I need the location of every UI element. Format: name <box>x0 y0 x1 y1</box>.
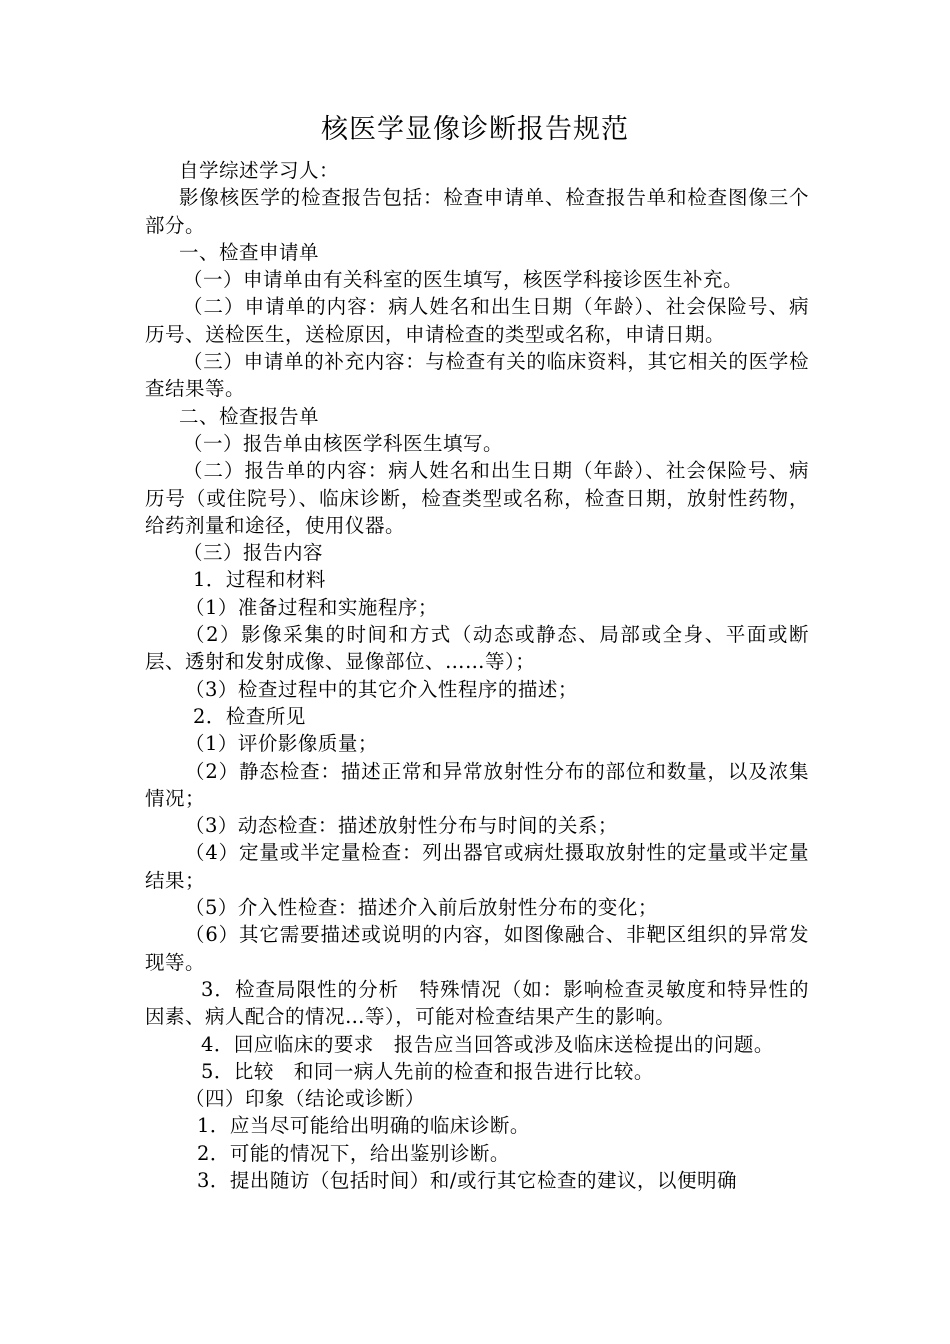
paragraph: （5）介入性检查：描述介入前后放射性分布的变化； <box>185 896 658 920</box>
paragraph: 1．过程和材料 <box>193 568 326 592</box>
paragraph: （二）申请单的内容：病人姓名和出生日期（年龄）、社会保险号、病历号、送检医生，送检原因，申请检查的类型或名称，申请日期。 <box>145 295 809 346</box>
paragraph: （四）印象（结论或诊断） <box>185 1087 426 1111</box>
paragraph: 影像核医学的检查报告包括：检查申请单、检查报告单和检查图像三个部分。 <box>145 186 809 237</box>
paragraph: （三）报告内容 <box>183 541 324 565</box>
paragraph: 3．检查局限性的分析 特殊情况（如：影响检查灵敏度和特异性的因素、病人配合的情况…等），可能对检查结果产生的影响。 <box>145 977 809 1029</box>
paragraph: （一）申请单由有关科室的医生填写，核医学科接诊医生补充。 <box>183 268 744 292</box>
paragraph: （1）评价影像质量； <box>185 732 378 756</box>
paragraph: （二）报告单的内容：病人姓名和出生日期（年龄）、社会保险号、病历号（或住院号）、临床诊断，检查类型或名称，检查日期，放射性药物，给药剂量和途径，使用仪器。 <box>145 459 809 537</box>
paragraph: 2．可能的情况下，给出鉴别诊断。 <box>197 1141 510 1165</box>
paragraph: 4．回应临床的要求 报告应当回答或涉及临床送检提出的问题。 <box>201 1032 774 1056</box>
paragraph: 1．应当尽可能给出明确的临床诊断。 <box>197 1114 530 1138</box>
paragraph: 自学综述学习人： <box>179 159 340 182</box>
paragraph: （一）报告单由核医学科医生填写。 <box>183 431 504 455</box>
paragraph: 二、检查报告单 <box>179 404 320 428</box>
paragraph: （1）准备过程和实施程序； <box>185 595 438 619</box>
paragraph: 3．提出随访（包括时间）和/或行其它检查的建议，以便明确 <box>197 1168 737 1192</box>
paragraph: （4）定量或半定量检查：列出器官或病灶摄取放射性的定量或半定量结果； <box>145 841 809 892</box>
document-body <box>145 157 809 1194</box>
paragraph: （6）其它需要描述或说明的内容，如图像融合、非靶区组织的异常发现等。 <box>145 923 809 974</box>
paragraph: （三）申请单的补充内容：与检查有关的临床资料，其它相关的医学检查结果等。 <box>145 350 809 401</box>
paragraph: 5．比较 和同一病人先前的检查和报告进行比较。 <box>201 1059 654 1083</box>
paragraph: 一、检查申请单 <box>179 240 320 264</box>
paragraph: （3）检查过程中的其它介入性程序的描述； <box>185 677 578 701</box>
document-title: 核医学显像诊断报告规范 <box>321 114 629 145</box>
paragraph: 2．检查所见 <box>193 704 306 728</box>
paragraph: （2）静态检查：描述正常和异常放射性分布的部位和数量，以及浓集情况； <box>145 759 809 810</box>
paragraph: （2）影像采集的时间和方式（动态或静态、局部或全身、平面或断层、透射和发射成像、显像部位、……等）； <box>145 623 809 674</box>
paragraph: （3）动态检查：描述放射性分布与时间的关系； <box>185 814 618 838</box>
